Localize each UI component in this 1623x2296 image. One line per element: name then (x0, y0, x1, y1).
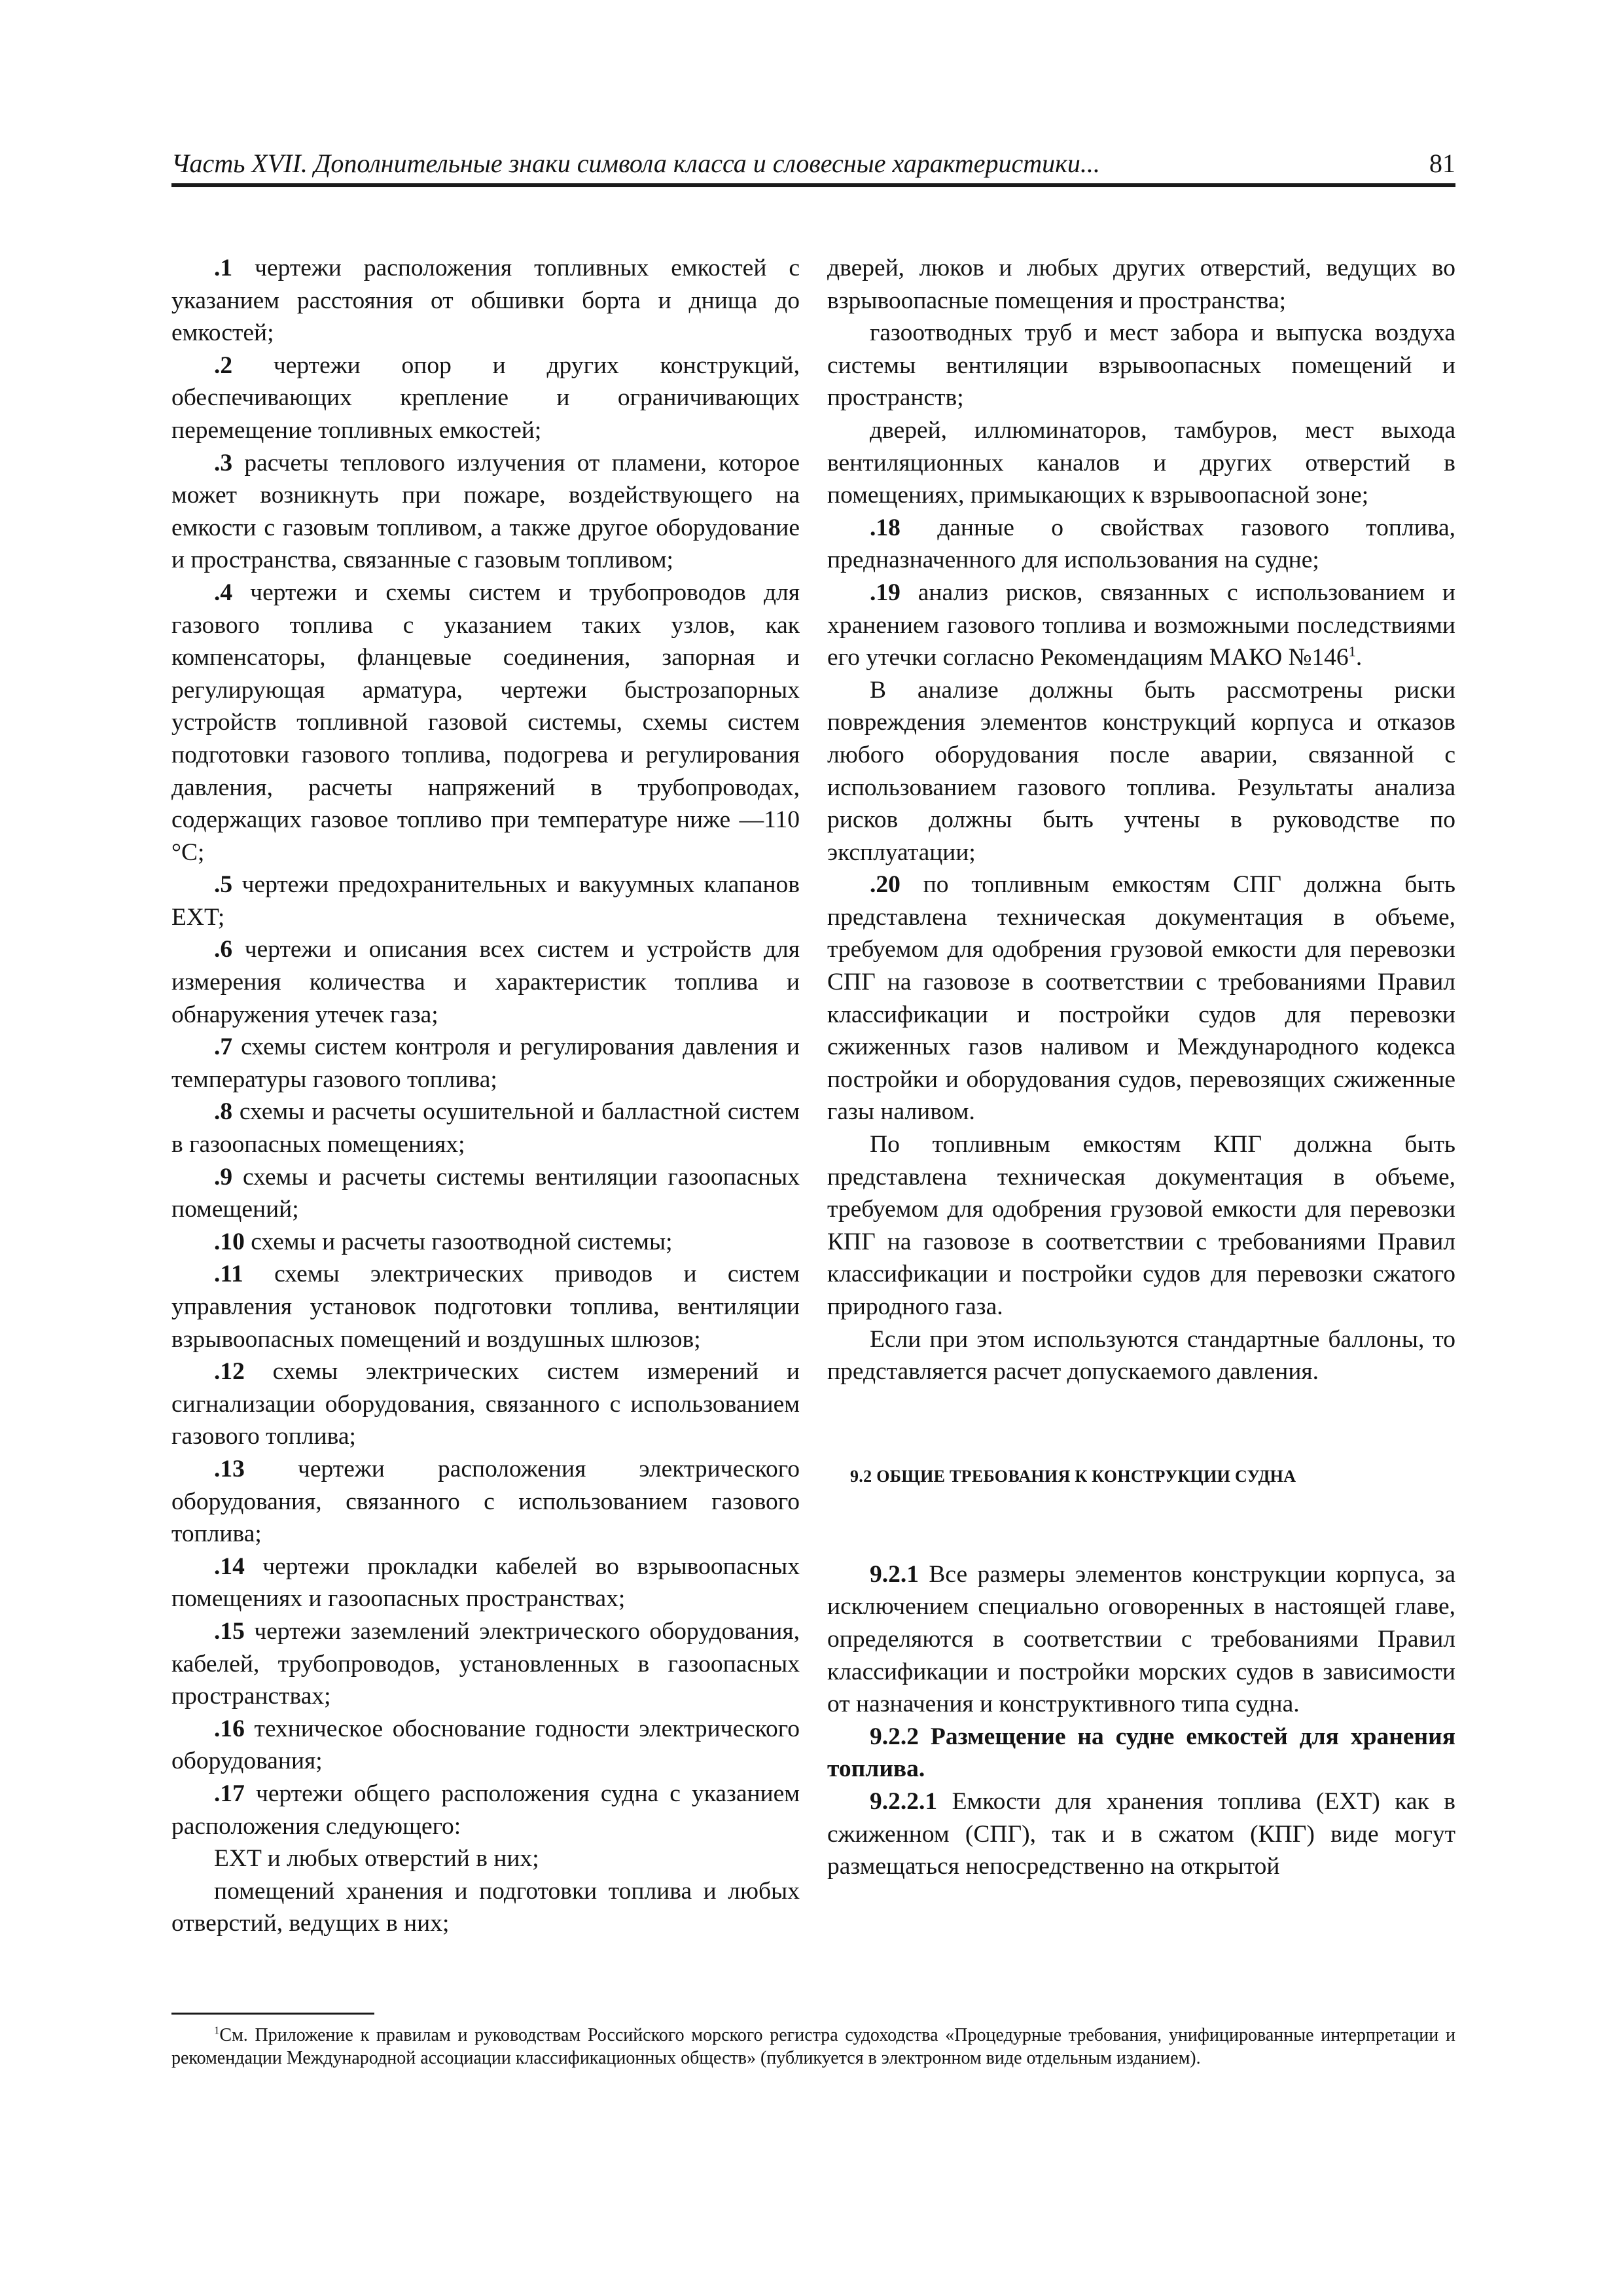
list-item (171, 1453, 800, 1551)
list-item (171, 1551, 800, 1615)
list-subitem: дверей, иллюминаторов, тамбуров, мест выхода вентиляционных каналов и других отверстий в помещениях, примыкающих к взрывоопасной зоне; (827, 416, 1455, 509)
right-column (827, 252, 1455, 1883)
list-item (171, 1615, 800, 1713)
item-number: .10 (214, 1228, 245, 1255)
running-header (171, 143, 1455, 187)
section-heading: 9.2 ОБЩИЕ ТРЕБОВАНИЯ К КОНСТРУКЦИИ СУДНА (850, 1466, 1296, 1486)
item-number: .2 (214, 351, 233, 379)
item-number: .12 (214, 1358, 245, 1386)
list-item (171, 1096, 800, 1160)
list-subitem: газоотводных труб и мест забора и выпуска воздуха системы вентиляции взрывоопасных помещений и пространств; (827, 319, 1455, 412)
item-number: .4 (214, 579, 233, 606)
item-text: чертежи прокладки кабелей во взрывоопасных помещениях и газоопасных пространствах; (171, 1552, 800, 1613)
paragraph: В анализе должны быть рассмотрены риски повреждения элементов конструкций корпуса и отказов любого оборудования после аварии, связанной с использованием газового топлива. Результаты анализа рисков должны быть учтены в руководстве по эксплуатации; (827, 676, 1455, 866)
page-number: 81 (1429, 149, 1455, 178)
item-text: чертежи предохранительных и вакуумных клапанов EXT; (171, 871, 800, 931)
clause-number: 9.2.1 (870, 1560, 919, 1588)
item-text: расчеты теплового излучения от пламени, которое может возникнуть при пожаре, воздействующего на емкости с газовым топливом, а также другое оборудование и пространства, связанные с газовым топливом; (171, 449, 800, 574)
list-item (171, 1258, 800, 1355)
clause (827, 1558, 1455, 1721)
footnote-ref: 1 (1348, 643, 1356, 660)
item-text: схемы и расчеты осушительной и балластной систем в газоопасных помещениях; (171, 1098, 800, 1158)
left-column (171, 252, 800, 1940)
item-number: .18 (870, 514, 901, 541)
footnote-separator (171, 2013, 374, 2015)
item-number: .16 (214, 1715, 245, 1742)
item-text: чертежи и описания всех систем и устройств для измерения количества и характеристик топлива и обнаружения утечек газа; (171, 936, 800, 1028)
footnote-mark: 1 (214, 2024, 220, 2037)
footnote (171, 2024, 1455, 2070)
item-text: чертежи общего расположения судна с указанием расположения следующего: (171, 1780, 800, 1840)
clause-text: Размещение на судне емкостей для хранения топлива. (827, 1723, 1455, 1783)
item-text: анализ рисков, связанных с использованием и хранением газового топлива и возможными последствиями его утечки согласно Рекомендациям МАКО №146 (827, 579, 1455, 672)
clause (827, 1785, 1455, 1883)
item-number: .5 (214, 871, 233, 899)
item-number: .13 (214, 1455, 245, 1482)
list-item (827, 869, 1455, 1128)
item-text: схемы электрических систем измерений и сигнализации оборудования, связанного с использованием газового топлива; (171, 1358, 800, 1450)
item-text: схемы систем контроля и регулирования давления и температуры газового топлива; (171, 1033, 800, 1093)
list-subitem: дверей, люков и любых других отверстий, ведущих во взрывоопасные помещения и пространства; (827, 255, 1455, 314)
item-text: помещений хранения и подготовки топлива и любых отверстий, ведущих в них; (171, 1877, 800, 1937)
item-number: .19 (870, 579, 901, 606)
item-text: схемы электрических приводов и систем управления установок подготовки топлива, вентиляции взрывоопасных помещений и воздушных шлюзов; (171, 1261, 800, 1353)
item-text: чертежи опор и других конструкций, обеспечивающих крепление и ограничивающих перемещение топливных емкостей; (171, 351, 800, 444)
list-item (171, 1713, 800, 1778)
item-text: чертежи и схемы систем и трубопроводов для газового топлива с указанием таких узлов, как компенсаторы, фланцевые соединения, запорная и регулирующая арматура, чертежи быстрозапорных устройств топливной газовой системы, схемы систем подготовки газового топлива, подогрева и регулирования давления, расчеты напряжений в трубопроводах, содержащих газовое топливо при температуре ниже —110 °C; (171, 579, 800, 866)
clause-number: 9.2.2 (870, 1723, 919, 1750)
item-number: .20 (870, 871, 901, 899)
footnote-text: См. Приложение к правилам и руководствам Российского морского регистра судоходства «Процедурные требования, унифицированные интерпретации и рекомендации Международной ассоциации классификационных обществ» (публикуется в электронном виде отдельным изданием). (171, 2025, 1455, 2068)
clause-text: Емкости для хранения топлива (EXT) как в сжиженном (СПГ), так и в сжатом (КПГ) виде могут размещаться непосредственно на открытой (827, 1787, 1455, 1880)
clause-number: 9.2.2.1 (870, 1787, 938, 1815)
list-subitem (171, 1875, 800, 1940)
item-text: схемы и расчеты системы вентиляции газоопасных помещений; (171, 1163, 800, 1223)
header-title: Часть XVII. Дополнительные знаки символа класса и словесные характеристики... (171, 149, 1100, 178)
item-text: по топливным емкостям СПГ должна быть представлена техническая документация в объеме, требуемом для одобрения грузовой емкости для перевозки СПГ на газовозе в соответствии с требованиями Правил классификации и постройки судов для перевозки сжиженных газов наливом и Международного кодекса постройки и оборудования судов, перевозящих сжиженные газы наливом. (827, 871, 1455, 1126)
item-text: схемы и расчеты газоотводной системы; (244, 1228, 673, 1255)
list-item (827, 512, 1455, 577)
item-number: .6 (214, 936, 233, 963)
list-item (171, 1778, 800, 1842)
item-number: .15 (214, 1617, 245, 1645)
item-text: EXT и любых отверстий в них; (214, 1845, 539, 1873)
item-number: .17 (214, 1780, 245, 1807)
list-item (171, 350, 800, 447)
item-number: .14 (214, 1552, 245, 1580)
list-item (171, 447, 800, 577)
list-item (171, 1226, 800, 1259)
paragraph: По топливным емкостям КПГ должна быть представлена техническая документация в объеме, требуемом для одобрения грузовой емкости для перевозки КПГ на газовозе в соответствии с требованиями Правил классификации и постройки судов для перевозки сжатого природного газа. (827, 1131, 1455, 1320)
list-item (171, 1355, 800, 1453)
item-number: .9 (214, 1163, 233, 1191)
item-number: .11 (214, 1261, 243, 1288)
item-text: техническое обоснование годности электрического оборудования; (171, 1715, 800, 1775)
list-subitem (171, 1842, 800, 1875)
clause (827, 1721, 1455, 1785)
list-item (171, 252, 800, 350)
list-item (171, 1031, 800, 1096)
clause-text: Все размеры элементов конструкции корпуса, за исключением специально оговоренных в настоящей главе, определяются в соответствии с требованиями Правил классификации и постройки морских судов в зависимости от назначения и конструктивного типа судна. (827, 1560, 1455, 1718)
list-item (827, 577, 1455, 674)
item-number: .1 (214, 255, 233, 281)
item-text: чертежи расположения топливных емкостей с указанием расстояния от обшивки борта и днища до емкостей; (171, 255, 800, 347)
item-text-end: . (1355, 644, 1363, 672)
item-number: .7 (214, 1033, 233, 1061)
item-text: чертежи расположения электрического оборудования, связанного с использованием газового топлива; (171, 1455, 800, 1548)
item-text: данные о свойствах газового топлива, предназначенного для использования на судне; (827, 514, 1455, 574)
item-number: .8 (214, 1098, 233, 1126)
list-item (171, 933, 800, 1031)
item-text: чертежи заземлений электрического оборудования, кабелей, трубопроводов, установленных в газоопасных пространствах; (171, 1617, 800, 1710)
list-item (171, 1161, 800, 1226)
item-number: .3 (214, 449, 233, 476)
list-item (171, 869, 800, 933)
paragraph: Если при этом используются стандартные баллоны, то представляется расчет допускаемого давления. (827, 1325, 1455, 1386)
list-item (171, 577, 800, 869)
